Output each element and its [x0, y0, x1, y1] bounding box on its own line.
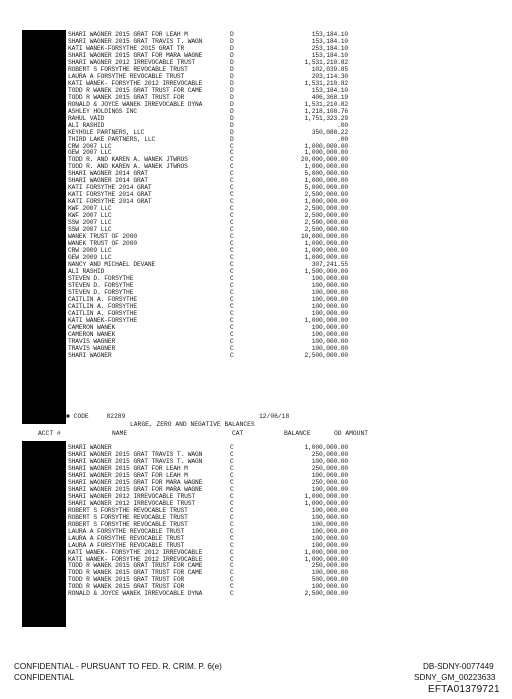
account-category: C: [230, 156, 234, 164]
account-name: ASHLEY HOLDINGS INC: [68, 107, 137, 115]
account-category: C: [230, 295, 234, 303]
account-balance: 1,751,323.29: [304, 114, 348, 122]
account-name: TODD R WANEK 2015 GRAT TRUST FOR: [68, 93, 185, 101]
account-category: C: [230, 583, 234, 591]
account-balance: 253,184.10: [311, 44, 348, 52]
redaction-bar-top: [22, 30, 66, 424]
account-balance: 1,000,000.00: [304, 548, 348, 556]
account-balance: 406,368.19: [311, 93, 348, 101]
account-name: SHARI WAGNER 2015 GRAT FOR LEAH M: [68, 464, 188, 472]
account-name: SHARI WAGNER 2012 IRREVOCABLE TRUST: [68, 499, 196, 507]
account-category: C: [230, 464, 234, 472]
header-balance: BALANCE: [284, 430, 311, 437]
account-category: C: [230, 198, 234, 206]
account-balance: 100,000.00: [311, 534, 348, 542]
account-name: KATI FORSYTHE 2014 GRAT: [68, 198, 152, 206]
account-category: C: [230, 219, 234, 227]
account-name: SSW 2007 LLC: [68, 226, 112, 234]
account-category: C: [230, 330, 234, 338]
account-balance: 100,000.00: [311, 274, 348, 282]
account-name: LAURA A FORSYTHE REVOCABLE TRUST: [68, 527, 185, 535]
account-balance: 100,000.00: [311, 506, 348, 514]
code-line: [66, 413, 125, 420]
account-balance: 2,500,000.00: [304, 191, 348, 199]
account-balance: 100,000.00: [311, 281, 348, 289]
account-balance: 153,184.10: [311, 86, 348, 94]
account-category: C: [230, 281, 234, 289]
account-balance: 100,000.00: [311, 330, 348, 338]
account-category: C: [230, 478, 234, 486]
account-balance: 1,000,000.00: [304, 247, 348, 255]
account-name: WANEK TRUST OF 2000: [68, 233, 137, 241]
account-name: KWF 2007 LLC: [68, 212, 112, 220]
account-category: C: [230, 309, 234, 317]
account-balance: 250,000.00: [311, 450, 348, 458]
account-category: C: [230, 337, 234, 345]
account-name: CRW 2007 LLC: [68, 142, 112, 150]
account-balance: 1,000,000.00: [304, 254, 348, 261]
account-name: STEVEN D. FORSYTHE: [68, 281, 134, 289]
account-category: D: [230, 121, 234, 129]
account-balance: 2,500,000.00: [304, 219, 348, 227]
account-balance: 100,000.00: [311, 583, 348, 591]
account-balance: 100,000.00: [311, 309, 348, 317]
account-balance: 2,500,000.00: [304, 590, 348, 598]
account-balance: 2,500,000.00: [304, 205, 348, 213]
footer-confidential: CONFIDENTIAL: [14, 673, 75, 682]
account-category: D: [230, 58, 234, 66]
account-category: C: [230, 177, 234, 185]
account-balance: 100,000.00: [311, 541, 348, 549]
account-balance: 102,039.85: [311, 65, 348, 73]
account-balance: 100,000.00: [311, 527, 348, 535]
account-name: SHARI WAGNER 2015 GRAT FOR MARA WAGNE: [68, 478, 203, 486]
account-name: KATI WANEK- FORSYTHE 2012 IRREVOCABLE: [68, 555, 203, 563]
account-balance: 250,000.00: [311, 562, 348, 570]
footer-bates-efta: EFTA01379721: [428, 684, 500, 695]
redaction-bar-bottom: [22, 441, 66, 627]
account-balance: 1,000,000.00: [304, 163, 348, 171]
account-name: CAITLIN A. FORSYTHE: [68, 309, 137, 317]
account-name: TODD R. AND KAREN A. WANEK JTWROS: [68, 156, 188, 164]
account-name: KATI WANEK-FORSYTHE: [68, 316, 137, 324]
account-name: TODD R WANEK 2015 GRAT TRUST FOR CAME: [68, 86, 203, 94]
account-balance: 153,184.10: [311, 31, 348, 38]
account-balance: 1,000,000.00: [304, 444, 348, 451]
footer-confidential-rule: CONFIDENTIAL - PURSUANT TO FED. R. CRIM. P. 6(e): [14, 662, 222, 671]
account-category: C: [230, 562, 234, 570]
code-label: CODE: [73, 413, 89, 420]
account-category: D: [230, 86, 234, 94]
account-name: RONALD & JOYCE WANEK IRREVOCABLE DYNA: [68, 590, 203, 598]
account-name: ALI RASHID: [68, 121, 105, 129]
account-balance: .00: [337, 121, 348, 129]
account-category: C: [230, 499, 234, 507]
account-name: LAURA A FORSYTHE REVOCABLE TRUST: [68, 72, 185, 80]
account-name: KATI WANEK- FORSYTHE 2012 IRREVOCABLE: [68, 79, 203, 87]
account-balance: .00: [337, 135, 348, 143]
header-od-amount: OD AMOUNT: [334, 430, 369, 437]
account-balance: 5,000,000.00: [304, 170, 348, 178]
account-name: GEW 2009 LLC: [68, 254, 112, 261]
account-name: KEYHOLE PARTNERS, LLC: [68, 128, 145, 136]
account-category: C: [230, 534, 234, 542]
account-balance: 1,218,108.76: [304, 107, 348, 115]
footer-bates-sdny: SDNY_GM_00223633: [414, 673, 496, 682]
account-balance: 2,500,000.00: [304, 226, 348, 234]
account-balance: 100,000.00: [311, 288, 348, 296]
account-category: D: [230, 37, 234, 45]
account-name: CAMERON WANEK: [68, 330, 116, 338]
code-value: 82289: [106, 413, 126, 420]
account-balance: 307,241.55: [311, 260, 348, 268]
account-category: D: [230, 44, 234, 52]
account-category: D: [230, 31, 234, 38]
account-balance: 203,114.30: [311, 72, 348, 80]
account-balance: 100,000.00: [311, 295, 348, 303]
account-category: C: [230, 149, 234, 157]
account-name: TRAVIS WAGNER: [68, 337, 116, 345]
account-balance: 500,000.00: [311, 576, 348, 584]
account-category: C: [230, 274, 234, 282]
account-name: TODD R WANEK 2015 GRAT TRUST FOR CAME: [68, 569, 203, 577]
account-name: SHARI WAGNER 2015 GRAT TRAVIS T. WAGN: [68, 457, 203, 465]
account-name: STEVEN D. FORSYTHE: [68, 274, 134, 282]
account-name: ROBERT S FORSYTHE REVOCABLE TRUST: [68, 520, 188, 528]
account-balance: 1,000,000.00: [304, 555, 348, 563]
account-balance: 1,000,000.00: [304, 149, 348, 157]
account-category: D: [230, 65, 234, 73]
account-category: C: [230, 212, 234, 220]
account-balance: 1,000,000.00: [304, 198, 348, 206]
account-balance: 100,000.00: [311, 471, 348, 479]
account-name: CAITLIN A. FORSYTHE: [68, 295, 137, 303]
account-balance: 1,000,000.00: [304, 240, 348, 248]
report-date: 12/06/18: [259, 413, 290, 420]
account-category: C: [230, 576, 234, 584]
account-name: SHARI WAGNER 2014 GRAT: [68, 177, 148, 185]
account-name: ALI RASHID: [68, 267, 105, 275]
account-name: GEW 2007 LLC: [68, 149, 112, 157]
account-category: C: [230, 288, 234, 296]
account-name: KATI WANEK-FORSYTHE 2015 GRAT TR: [68, 44, 185, 52]
account-category: C: [230, 142, 234, 150]
account-category: D: [230, 51, 234, 59]
account-name: SHARI WAGNER 2015 GRAT FOR MARA WAGNE: [68, 485, 203, 493]
account-name: ROBERT S FORSYTHE REVOCABLE TRUST: [68, 506, 188, 514]
account-name: LAURA A FORSYTHE REVOCABLE TRUST: [68, 534, 185, 542]
section-title: LARGE, ZERO AND NEGATIVE BALANCES: [130, 421, 255, 428]
account-balance: 250,000.00: [311, 478, 348, 486]
account-name: SHARI WAGNER 2015 GRAT TRAVIS T. WAGN: [68, 37, 203, 45]
account-name: SHARI WAGNER: [68, 351, 112, 359]
account-balance: 1,000,000.00: [304, 177, 348, 185]
account-balance: 100,000.00: [311, 302, 348, 310]
account-balance: 2,500,000.00: [304, 212, 348, 220]
account-balance: 2,500,000.00: [304, 351, 348, 359]
account-balance: 100,000.00: [311, 457, 348, 465]
account-category: C: [230, 506, 234, 514]
account-category: C: [230, 323, 234, 331]
account-category: C: [230, 485, 234, 493]
account-balance: 1,000,000.00: [304, 492, 348, 500]
account-name: SHARI WAGNER 2012 IRREVOCABLE TRUST: [68, 492, 196, 500]
account-balance: 100,000.00: [311, 513, 348, 521]
account-category: C: [230, 541, 234, 549]
account-category: C: [230, 240, 234, 248]
account-balance: 100,000.00: [311, 323, 348, 331]
account-name: SHARI WAGNER 2012 IRREVOCABLE TRUST: [68, 58, 196, 66]
account-category: C: [230, 316, 234, 324]
account-balance: 1,500,000.00: [304, 267, 348, 275]
account-category: C: [230, 267, 234, 275]
account-name: SHARI WAGNER 2015 GRAT FOR LEAH M: [68, 31, 188, 38]
account-category: C: [230, 450, 234, 458]
account-balance: 1,000,000.00: [304, 316, 348, 324]
account-category: C: [230, 520, 234, 528]
account-name: TODD R. AND KAREN A. WANEK JTWROS: [68, 163, 188, 171]
account-name: KATI FORSYTHE 2014 GRAT: [68, 184, 152, 192]
account-balance: 250,000.00: [311, 464, 348, 472]
account-category: D: [230, 135, 234, 143]
account-name: SHARI WAGNER 2014 GRAT: [68, 170, 148, 178]
account-category: C: [230, 226, 234, 234]
account-balance: 1,000,000.00: [304, 142, 348, 150]
account-balance: 1,531,210.82: [304, 58, 348, 66]
account-category: C: [230, 254, 234, 261]
account-category: D: [230, 79, 234, 87]
account-balance: 153,184.10: [311, 37, 348, 45]
account-balance: 100,000.00: [311, 337, 348, 345]
account-name: KATI FORSYTHE 2014 GRAT: [68, 191, 152, 199]
account-category: D: [230, 100, 234, 108]
account-category: C: [230, 471, 234, 479]
account-balance: 1,000,000.00: [304, 499, 348, 507]
header-name: NAME: [112, 430, 128, 437]
account-name: NANCY AND MICHAEL DEVANE: [68, 260, 156, 268]
account-name: TODD R WANEK 2015 GRAT TRUST FOR CAME: [68, 562, 203, 570]
account-category: C: [230, 548, 234, 556]
account-category: D: [230, 93, 234, 101]
account-name: SHARI WAGNER: [68, 444, 112, 451]
account-name: WANEK TRUST OF 2000: [68, 240, 137, 248]
account-name: ROBERT S FORSYTHE REVOCABLE TRUST: [68, 65, 188, 73]
account-balance: 100,000.00: [311, 520, 348, 528]
account-name: TRAVIS WAGNER: [68, 344, 116, 352]
footer-bates-db: DB-SDNY-0077449: [423, 662, 494, 671]
account-balance: 20,000,000.00: [300, 156, 348, 164]
account-category: D: [230, 114, 234, 122]
account-balance: 350,088.22: [311, 128, 348, 136]
account-name: CRW 2009 LLC: [68, 247, 112, 255]
header-cat: CAT: [232, 430, 244, 437]
account-category: C: [230, 351, 234, 359]
account-category: D: [230, 107, 234, 115]
account-category: C: [230, 569, 234, 577]
account-category: C: [230, 457, 234, 465]
account-category: C: [230, 302, 234, 310]
account-name: ROBERT S FORSYTHE REVOCABLE TRUST: [68, 513, 188, 521]
account-name: SHARI WAGNER 2015 GRAT FOR MARA WAGNE: [68, 51, 203, 59]
account-category: C: [230, 555, 234, 563]
account-balance: 153,184.10: [311, 51, 348, 59]
account-category: C: [230, 205, 234, 213]
account-balance: 10,000,000.00: [300, 233, 348, 241]
account-name: CAITLIN A. FORSYTHE: [68, 302, 137, 310]
code-marker: ■: [66, 413, 70, 420]
account-category: C: [230, 170, 234, 178]
account-balance: 1,531,210.82: [304, 100, 348, 108]
account-name: CAMERON WANEK: [68, 323, 116, 331]
account-category: C: [230, 444, 234, 451]
account-name: RAHUL VAID: [68, 114, 105, 122]
account-name: TODD R WANEK 2015 GRAT TRUST FOR: [68, 576, 185, 584]
account-category: C: [230, 513, 234, 521]
account-name: RONALD & JOYCE WANEK IRREVOCABLE DYNA: [68, 100, 203, 108]
account-category: C: [230, 247, 234, 255]
account-category: C: [230, 184, 234, 192]
account-name: KATI WANEK- FORSYTHE 2012 IRREVOCABLE: [68, 548, 203, 556]
account-name: SHARI WAGNER 2015 GRAT FOR LEAH M: [68, 471, 188, 479]
account-category: C: [230, 527, 234, 535]
account-category: C: [230, 260, 234, 268]
account-category: C: [230, 233, 234, 241]
account-balance: 1,531,210.82: [304, 79, 348, 87]
account-balance: 100,000.00: [311, 485, 348, 493]
account-balance: 5,000,000.00: [304, 184, 348, 192]
account-category: D: [230, 72, 234, 80]
account-name: KWF 2007 LLC: [68, 205, 112, 213]
account-category: C: [230, 590, 234, 598]
account-name: SSW 2007 LLC: [68, 219, 112, 227]
account-balance: 100,000.00: [311, 569, 348, 577]
account-name: STEVEN D. FORSYTHE: [68, 288, 134, 296]
account-name: THIRD LAKE PARTNERS, LLC: [68, 135, 156, 143]
account-name: TODD R WANEK 2015 GRAT TRUST FOR: [68, 583, 185, 591]
header-acct: ACCT #: [38, 430, 61, 437]
account-name: SHARI WAGNER 2015 GRAT TRAVIS T. WAGN: [68, 450, 203, 458]
account-balance: 100,000.00: [311, 344, 348, 352]
account-category: C: [230, 163, 234, 171]
account-category: C: [230, 492, 234, 500]
account-category: D: [230, 128, 234, 136]
account-category: C: [230, 191, 234, 199]
account-category: C: [230, 344, 234, 352]
account-name: LAURA A FORSYTHE REVOCABLE TRUST: [68, 541, 185, 549]
